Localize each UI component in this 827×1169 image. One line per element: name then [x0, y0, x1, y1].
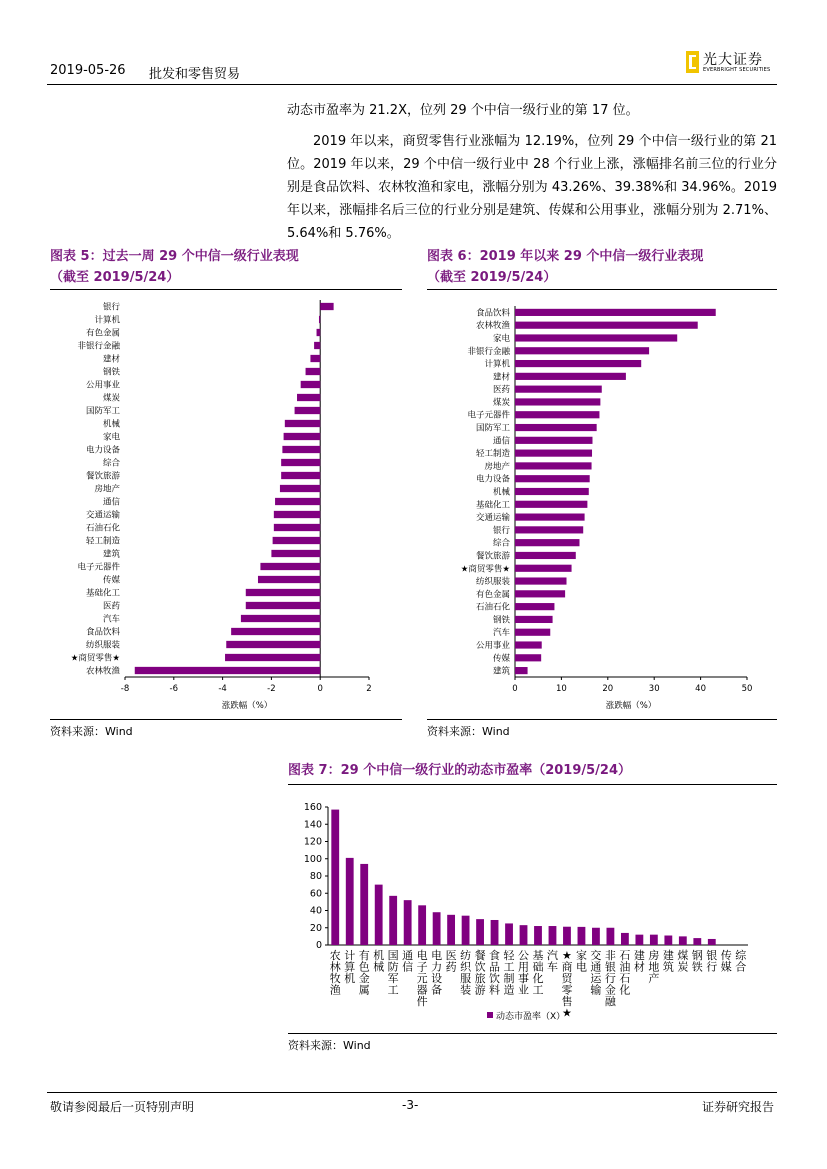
- fig7-bar: [346, 858, 354, 945]
- fig7-tick-label: 120: [303, 836, 322, 848]
- fig6-category-label: 石油石化: [475, 602, 510, 613]
- fig5-category-label: 建筑: [102, 549, 120, 560]
- fig5-bar: [306, 368, 321, 375]
- fig5-bar: [297, 394, 320, 401]
- fig5-category-label: 建材: [102, 354, 120, 365]
- fig6-bar: [515, 411, 599, 418]
- fig6-bar: [515, 450, 592, 457]
- fig6-category-label: 公用事业: [475, 641, 510, 652]
- fig6-bar: [515, 629, 550, 636]
- logo-cn: 光大证券: [703, 52, 763, 68]
- fig6-bar: [515, 539, 579, 546]
- fig5-category-label: 电子元器件: [77, 562, 120, 573]
- fig5-category-label: 房地产: [94, 484, 120, 495]
- fig7-bar: [404, 900, 412, 945]
- report-date: 2019-05-26: [50, 63, 126, 78]
- fig6-bar: [515, 590, 565, 597]
- fig6-category-label: 建筑: [492, 666, 510, 677]
- fig5-category-label: 电力设备: [85, 445, 120, 456]
- fig6-category-label: 汽车: [492, 628, 510, 639]
- footer-report-type: 证券研究报告: [702, 1100, 775, 1114]
- fig5-title: 图表 5：过去一周 29 个中信一级行业表现: [50, 249, 299, 264]
- fig7-tick-label: 80: [309, 871, 322, 882]
- fig6-bar: [515, 322, 698, 329]
- fig7-category-label: 非银行金融: [604, 949, 616, 1008]
- fig6-category-label: 银行: [492, 525, 510, 536]
- fig6-tick-label: 50: [741, 684, 753, 694]
- fig6-bar: [515, 360, 641, 367]
- fig5-bar: [246, 602, 320, 609]
- fig7-category-label: 综合: [735, 949, 747, 974]
- fig7-legend-label: 动态市盈率（X）: [496, 1012, 566, 1022]
- fig5-tick-label: -4: [218, 684, 227, 694]
- fig5-bar: [273, 537, 321, 544]
- fig5-bar: [271, 550, 320, 557]
- fig5-bar: [281, 459, 320, 466]
- fig7-bar: [621, 933, 629, 945]
- fig5-category-label: 医药: [102, 601, 120, 612]
- fig6-bar: [515, 398, 600, 405]
- fig6-tick-label: 20: [602, 684, 614, 694]
- fig6-bar: [515, 424, 597, 431]
- fig7-tick-label: 140: [303, 819, 322, 831]
- fig7-bar: [708, 939, 716, 945]
- fig7-bar: [679, 936, 687, 945]
- fig7-category-label: 计算机: [344, 949, 356, 985]
- fig7-category-label: 电子元器件: [416, 949, 428, 1008]
- page-number: -3-: [402, 1098, 419, 1112]
- fig5-tick-label: -8: [120, 684, 130, 694]
- fig6-bottom-rule: [427, 719, 777, 720]
- everbright-logo-icon: [686, 51, 699, 73]
- fig5-bar: [317, 329, 321, 336]
- fig6-category-label: 国防军工: [475, 423, 510, 434]
- fig6-tick-label: 10: [555, 684, 567, 694]
- fig5-bar: [225, 654, 320, 661]
- fig5-bar: [280, 485, 320, 492]
- fig6-bar: [515, 667, 528, 674]
- fig5-category-label: 轻工制造: [85, 536, 120, 547]
- fig7-title: 图表 7：29 个中信一级行业的动态市盈率（2019/5/24）: [288, 763, 632, 778]
- fig5-category-label: 基础化工: [85, 588, 120, 599]
- fig6-bar: [515, 462, 592, 469]
- fig7-category-label: 传媒: [720, 949, 732, 974]
- fig6-bar: [515, 347, 649, 354]
- fig6-bar: [515, 386, 602, 393]
- fig7-source: 资料来源：Wind: [288, 1039, 371, 1052]
- fig7-bar: [389, 896, 397, 945]
- fig5-axis-title: 涨跌幅（%）: [221, 701, 273, 711]
- fig6-bar: [515, 437, 592, 444]
- fig5-category-label: 银行: [102, 302, 120, 313]
- fig6-category-label: 煤炭: [492, 397, 510, 408]
- fig5-bar: [274, 511, 320, 518]
- fig7-bar: [592, 928, 600, 945]
- fig5-bar: [275, 498, 320, 505]
- fig7-category-label: 建筑: [662, 949, 674, 974]
- fig6-category-label: 房地产: [484, 461, 510, 472]
- fig7-bar: [635, 935, 643, 945]
- fig5-category-label: 纺织服装: [85, 640, 120, 651]
- fig7-chart: [288, 785, 777, 1033]
- fig5-category-label: 餐饮旅游: [85, 471, 120, 482]
- fig5-source: 资料来源：Wind: [50, 725, 133, 738]
- fig6-bar: [515, 552, 576, 559]
- fig5-bar: [241, 615, 320, 622]
- fig6-category-label: 医药: [492, 385, 510, 396]
- fig5-tick-label: 0: [317, 684, 323, 694]
- fig6-axis-title: 涨跌幅（%）: [605, 701, 657, 711]
- fig6-tick-label: 40: [695, 684, 707, 694]
- fig6-bar: [515, 488, 589, 495]
- fig5-bar: [285, 420, 320, 427]
- fig5-bar: [231, 628, 320, 635]
- fig6-category-label: 餐饮旅游: [475, 551, 510, 562]
- fig7-category-label: 电力设备: [431, 949, 443, 997]
- fig7-category-label: 轻工制造: [503, 949, 515, 997]
- fig6-bar: [515, 654, 541, 661]
- fig5-bottom-rule: [50, 719, 402, 720]
- fig7-category-label: ★商贸零售★: [561, 949, 573, 1020]
- fig5-bar: [319, 316, 320, 323]
- fig7-category-label: 基础化工: [532, 949, 544, 997]
- report-category: 批发和零售贸易: [149, 67, 241, 82]
- fig7-tick-label: 100: [303, 853, 322, 865]
- fig7-bar: [360, 864, 368, 945]
- fig7-category-label: 汽车: [546, 949, 558, 974]
- fig6-chart: [427, 290, 777, 720]
- footer-disclaimer: 敬请参阅最后一页特别声明: [50, 1100, 195, 1114]
- fig5-bar: [314, 342, 320, 349]
- fig5-tick-label: -2: [267, 684, 276, 694]
- fig6-category-label: 机械: [492, 487, 510, 498]
- logo-en: EVERBRIGHT SECURITIES: [703, 67, 771, 73]
- fig7-category-label: 建材: [633, 949, 645, 974]
- fig6-category-label: 钢铁: [492, 615, 510, 626]
- fig5-bar: [246, 589, 320, 596]
- fig7-category-label: 房地产: [648, 949, 660, 985]
- fig6-category-label: 交通运输: [475, 513, 510, 524]
- fig5-category-label: 计算机: [94, 315, 120, 326]
- fig5-category-label: 石油石化: [85, 523, 120, 534]
- fig7-bar: [462, 916, 470, 945]
- fig5-category-label: 交通运输: [85, 510, 120, 521]
- fig6-bar: [515, 616, 553, 623]
- fig6-bar: [515, 526, 583, 533]
- fig6-bar: [515, 501, 587, 508]
- fig6-category-label: 传媒: [492, 653, 510, 664]
- fig7-bottom-rule: [288, 1033, 777, 1034]
- fig5-bar: [274, 524, 320, 531]
- fig6-tick-label: 0: [512, 684, 518, 694]
- fig5-bar: [320, 303, 333, 310]
- fig5-bar: [295, 407, 321, 414]
- fig6-category-label: 纺织服装: [475, 577, 510, 588]
- fig6-category-label: 基础化工: [475, 500, 510, 511]
- fig7-tick-label: 20: [309, 922, 322, 934]
- fig5-bar: [258, 576, 320, 583]
- fig7-bar: [375, 885, 383, 945]
- fig7-bar: [534, 926, 542, 945]
- fig5-category-label: ★商贸零售★: [70, 653, 120, 664]
- fig6-category-label: 有色金属: [475, 589, 510, 600]
- fig6-bar: [515, 514, 585, 521]
- fig7-tick-label: 0: [315, 940, 322, 951]
- fig5-category-label: 农林牧渔: [85, 666, 120, 677]
- fig7-bar: [578, 927, 586, 945]
- fig5-bar: [310, 355, 320, 362]
- fig5-category-label: 公用事业: [85, 380, 120, 391]
- fig5-category-label: 综合: [102, 458, 120, 469]
- fig5-chart: [50, 290, 402, 720]
- fig7-category-label: 公用事业: [518, 949, 530, 997]
- fig7-bar: [664, 936, 672, 945]
- fig7-category-label: 机械: [373, 949, 385, 974]
- fig6-category-label: 通信: [492, 436, 510, 447]
- fig6-category-label: 计算机: [484, 359, 510, 370]
- fig5-category-label: 非银行金融: [77, 341, 120, 352]
- fig6-category-label: 农林牧渔: [475, 321, 510, 332]
- fig5-category-label: 通信: [102, 497, 120, 508]
- paragraph-1: 动态市盈率为 21.2X，位列 29 个中信一级行业的第 17 位。: [287, 103, 639, 118]
- fig5-bar: [226, 641, 320, 648]
- fig5-bar: [281, 472, 320, 479]
- fig6-tick-label: 30: [648, 684, 660, 694]
- fig5-tick-label: -6: [169, 684, 179, 694]
- fig5-bar: [301, 381, 321, 388]
- fig5-bar: [284, 433, 321, 440]
- fig6-title: 图表 6：2019 年以来 29 个中信一级行业表现: [427, 249, 704, 264]
- fig5-category-label: 汽车: [102, 614, 120, 625]
- fig7-bar: [331, 810, 339, 945]
- fig6-category-label: 轻工制造: [475, 449, 510, 460]
- fig7-tick-label: 40: [309, 905, 322, 917]
- fig6-bar: [515, 475, 590, 482]
- fig7-category-label: 银行: [706, 949, 718, 974]
- fig6-bar: [515, 641, 542, 648]
- fig7-bar: [650, 935, 658, 945]
- fig7-bar: [433, 912, 441, 945]
- fig5-category-label: 家电: [102, 432, 120, 443]
- fig6-bar: [515, 309, 716, 316]
- fig7-category-label: 石油石化: [619, 949, 631, 997]
- fig6-bar: [515, 334, 677, 341]
- fig5-category-label: 机械: [102, 419, 120, 430]
- fig7-bar: [693, 938, 701, 945]
- fig5-category-label: 有色金属: [85, 328, 120, 339]
- fig5-category-label: 煤炭: [102, 393, 120, 404]
- fig7-category-label: 有色金属: [358, 949, 370, 997]
- fig7-category-label: 家电: [575, 949, 587, 974]
- fig7-category-label: 交通运输: [590, 949, 602, 997]
- paragraph-2: 2019 年以来，商贸零售行业涨幅为 12.19%，位列 29 个中信一级行业的第 21 位。2019 年以来，29 个中信一级行业中 28 个行业上涨，涨幅排名前三位的行业分别是食品饮料、农林牧渔和家电，涨幅分别为 43.26%、39.38%和 34.96%。2019 年以来，涨幅排名后三位的行业分别是建筑、传媒和公用事业，涨幅分别为 2.71%、5.64%和 5.76%。: [287, 134, 777, 241]
- fig6-category-label: 电子元器件: [467, 410, 510, 421]
- fig5-category-label: 国防军工: [85, 406, 120, 417]
- fig6-bar: [515, 373, 626, 380]
- fig6-category-label: 家电: [492, 333, 510, 344]
- fig7-tick-label: 160: [303, 802, 322, 813]
- fig7-bar: [505, 923, 513, 945]
- fig7-category-label: 国防军工: [387, 949, 399, 997]
- fig7-category-label: 煤炭: [677, 949, 689, 974]
- fig7-category-label: 通信: [402, 949, 414, 974]
- fig7-bar: [447, 915, 455, 945]
- fig7-category-label: 食品饮料: [489, 949, 501, 997]
- fig5-tick-label: 2: [366, 684, 372, 694]
- fig6-bar: [515, 577, 567, 584]
- fig7-bar: [549, 926, 557, 945]
- fig6-bar: [515, 565, 572, 572]
- fig6-category-label: 电力设备: [475, 474, 510, 485]
- fig5-category-label: 钢铁: [102, 367, 120, 378]
- fig7-category-label: 餐饮旅游: [474, 949, 486, 997]
- fig7-bar: [418, 905, 426, 945]
- fig7-bar: [520, 925, 528, 945]
- fig5-subtitle: （截至 2019/5/24）: [50, 270, 180, 285]
- fig6-category-label: 非银行金融: [467, 346, 510, 357]
- fig6-source: 资料来源：Wind: [427, 725, 510, 738]
- fig7-category-label: 农林牧渔: [329, 949, 341, 997]
- header-rule: [47, 84, 777, 85]
- fig7-bar: [491, 920, 499, 945]
- footer-rule: [47, 1092, 777, 1093]
- fig7-bar: [607, 928, 615, 945]
- fig7-category-label: 钢铁: [691, 949, 703, 974]
- fig5-bar: [135, 667, 320, 674]
- fig5-category-label: 食品饮料: [85, 627, 120, 638]
- fig7-bar: [563, 927, 571, 945]
- fig7-category-label: 医药: [445, 949, 457, 974]
- fig7-category-label: 纺织服装: [460, 949, 472, 997]
- fig7-legend-swatch: [487, 1012, 493, 1018]
- fig6-category-label: 建材: [492, 372, 510, 383]
- fig6-category-label: 食品饮料: [475, 308, 510, 319]
- fig6-category-label: ★商贸零售★: [460, 564, 510, 575]
- fig6-category-label: 综合: [492, 538, 510, 549]
- fig7-tick-label: 60: [309, 888, 322, 900]
- fig5-category-label: 传媒: [102, 575, 120, 586]
- fig5-bar: [260, 563, 320, 570]
- fig6-bar: [515, 603, 554, 610]
- fig6-subtitle: （截至 2019/5/24）: [427, 270, 557, 285]
- fig7-bar: [476, 919, 484, 945]
- fig5-bar: [282, 446, 320, 453]
